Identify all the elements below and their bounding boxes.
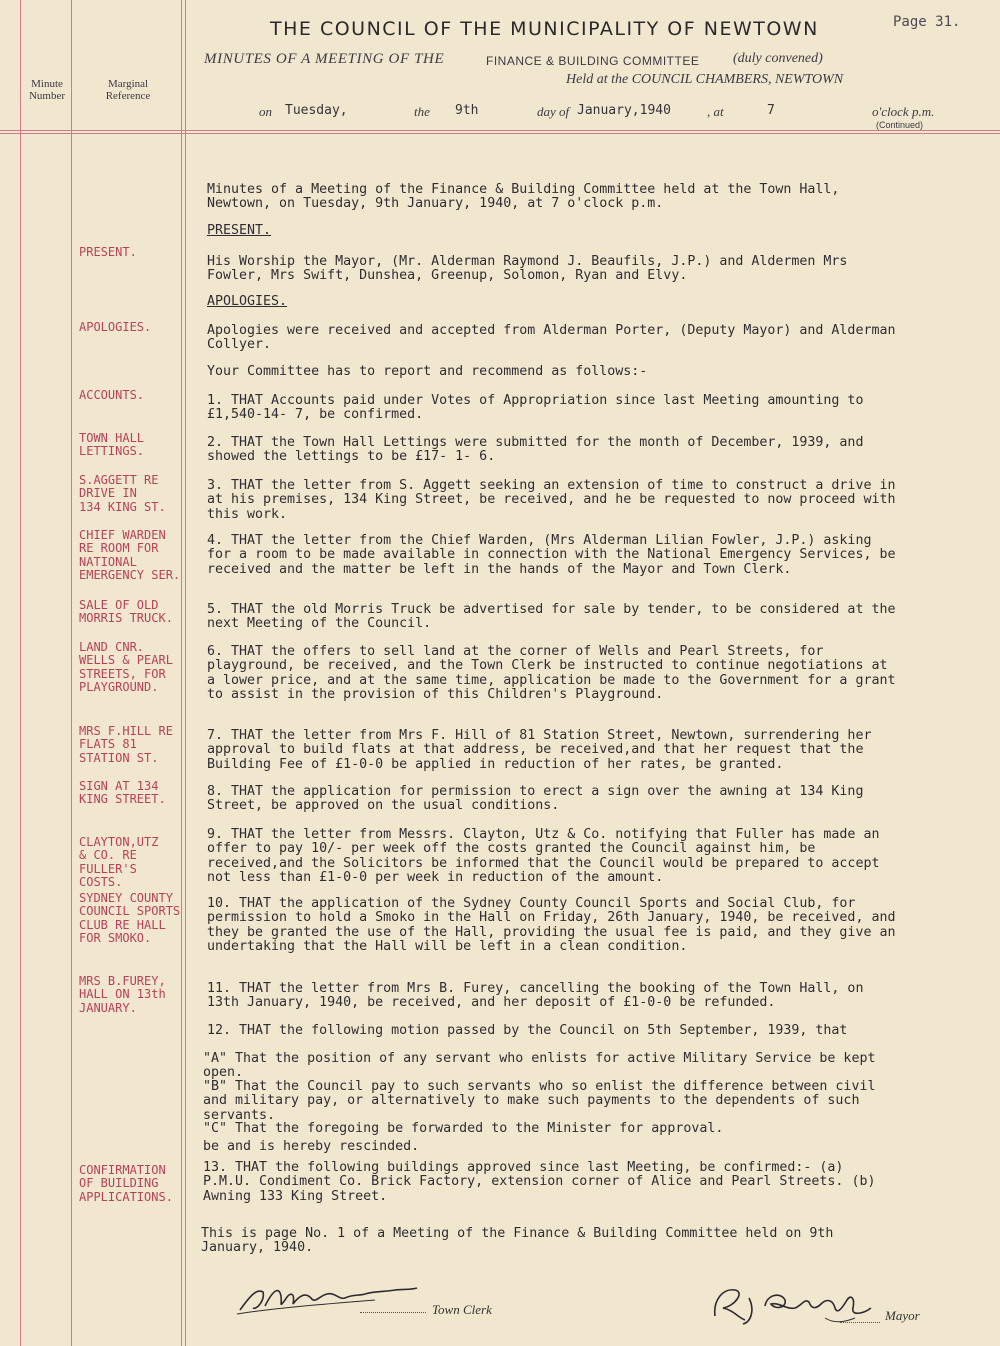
marginal-reference-header: Marginal Reference xyxy=(105,78,151,102)
town-clerk-signature xyxy=(235,1278,435,1323)
item-5: 5. THAT the old Morris Truck be advertised for sale by tender, to be considered at the next Meeting of the Council. xyxy=(207,602,896,632)
item-13: 13. THAT the following buildings approved since last Meeting, be confirmed:- (a) P.M.U. Condiment Co. Brick Factory, extension corner of Alice and Pearl Streets. (b) Awning 133 King Street. xyxy=(203,1160,876,1204)
mayor-label: Mayor xyxy=(885,1308,920,1323)
meeting-weekday: Tuesday, xyxy=(285,103,348,118)
margin-ref-sign-king-street: SIGN AT 134 KING STREET. xyxy=(79,780,166,807)
report-intro: Your Committee has to report and recommend as follows:- xyxy=(207,364,648,379)
minute-number-rule xyxy=(71,0,72,1346)
present-heading: PRESENT. xyxy=(207,223,272,238)
margin-ref-morris-truck: SALE OF OLD MORRIS TRUCK. xyxy=(79,599,173,626)
item-12-b: "B" That the Council pay to such servants who so enlist the difference between civil and military pay, or alternatively to make such payments to the dependents of such servants. xyxy=(203,1079,876,1123)
oclock-label: o'clock p.m. xyxy=(872,104,935,119)
duly-convened-label: (duly convened) xyxy=(733,51,823,66)
left-margin-rule xyxy=(20,0,21,1346)
margin-ref-accounts: ACCOUNTS. xyxy=(79,389,145,402)
margin-ref-sydney-county-council: SYDNEY COUNTY COUNCIL SPORTS CLUB RE HALL FOR SMOKO. xyxy=(79,892,181,945)
item-9: 9. THAT the letter from Messrs. Clayton, Utz & Co. notifying that Fuller has made an offer to pay 10/- per week off the costs granted the Council against him, be received,and the Solicitors be informed that the Council would be prepared to accept not less than £1-0-0 per week in reduction of the amount. xyxy=(207,827,880,885)
on-label: on xyxy=(259,104,272,119)
margin-ref-building-applications: CONFIRMATION OF BUILDING APPLICATIONS. xyxy=(79,1164,173,1204)
item-2: 2. THAT the Town Hall Lettings were submitted for the month of December, 1939, and showed the lettings to be £17- 1- 6. xyxy=(207,435,864,465)
held-at-label: Held at the COUNCIL CHAMBERS, NEWTOWN xyxy=(566,72,844,87)
margin-ref-furey-hall: MRS B.FUREY, HALL ON 13th JANUARY. xyxy=(79,975,166,1015)
item-1: 1. THAT Accounts paid under Votes of Appropriation since last Meeting amounting to £1,540-14- 7, be confirmed. xyxy=(207,393,864,423)
minute-number-header: Minute Number xyxy=(28,78,66,102)
intro-paragraph: Minutes of a Meeting of the Finance & Building Committee held at the Town Hall, Newtown, on Tuesday, 9th January, 1940, at 7 o'clock p.m. xyxy=(207,182,840,212)
item-12-c: "C" That the foregoing be forwarded to the Minister for approval. xyxy=(203,1121,724,1136)
closing-statement: This is page No. 1 of a Meeting of the Finance & Building Committee held on 9th January, 1940. xyxy=(201,1226,834,1256)
meeting-hour: 7 xyxy=(767,103,775,118)
margin-ref-present: PRESENT. xyxy=(79,246,137,259)
mayor-line xyxy=(840,1321,880,1323)
margin-ref-aggett-drive: S.AGGETT RE DRIVE IN 134 KING ST. xyxy=(79,474,166,514)
item-3: 3. THAT the letter from S. Aggett seeking an extension of time to construct a drive in at his premises, 134 King Street, be received, and he be requested to now proceed with this work. xyxy=(207,478,896,522)
item-4: 4. THAT the letter from the Chief Warden, (Mrs Alderman Lilian Fowler, J.P.) asking for a room to be made available in connection with the National Emergency Services, be received and the matter be left in the hands of the Mayor and Town Clerk. xyxy=(207,533,896,577)
page-number: Page 31. xyxy=(893,14,961,30)
margin-ref-chief-warden: CHIEF WARDEN RE ROOM FOR NATIONAL EMERGENCY SER. xyxy=(79,529,181,582)
item-11: 11. THAT the letter from Mrs B. Furey, cancelling the booking of the Town Hall, on 13th January, 1940, be received, and her deposit of £1-0-0 be refunded. xyxy=(207,981,864,1011)
item-10: 10. THAT the application of the Sydney County Council Sports and Social Club, for permission to hold a Smoko in the Hall on Friday, 26th January, 1940, be received, and they be granted the use of the Hall, providing the usual fee is paid, and they give an undertaking that the Hall will be left in a clean condition. xyxy=(207,896,896,954)
margin-ref-hill-flats: MRS F.HILL RE FLATS 81 STATION ST. xyxy=(79,725,173,765)
the-label: the xyxy=(414,104,430,119)
apologies-paragraph: Apologies were received and accepted from Alderman Porter, (Deputy Mayor) and Alderman Collyer. xyxy=(207,323,896,353)
present-paragraph: His Worship the Mayor, (Mr. Alderman Raymond J. Beaufils, J.P.) and Aldermen Mrs Fowler, Mrs Swift, Dunshea, Greenup, Solomon, Ryan and Elvy. xyxy=(207,254,848,284)
item-7: 7. THAT the letter from Mrs F. Hill of 81 Station Street, Newtown, surrendering her approval to build flats at that address, be received,and that her request that the Building Fee of £1-0-0 be applied in reduction of her rates, be granted. xyxy=(207,728,872,772)
continued-label: (Continued) xyxy=(876,120,924,130)
margin-ref-clayton-utz: CLAYTON,UTZ & CO. RE FULLER'S COSTS. xyxy=(79,836,159,889)
header-rule-bottom xyxy=(0,133,1000,134)
header-rule-top xyxy=(0,130,1000,131)
margin-ref-town-hall-lettings: TOWN HALL LETTINGS. xyxy=(79,432,145,459)
margin-ref-apologies: APOLOGIES. xyxy=(79,321,152,334)
day-of-label: day of xyxy=(537,104,570,119)
at-label: , at xyxy=(707,104,724,119)
item-12: 12. THAT the following motion passed by the Council on 5th September, 1939, that xyxy=(207,1023,848,1038)
item-12-a: "A" That the position of any servant who enlists for active Military Service be kept open. xyxy=(203,1051,876,1081)
item-6: 6. THAT the offers to sell land at the corner of Wells and Pearl Streets, for playground, be received, and the Town Clerk be instructed to continue negotiations at a lower price, and at the same time, application be made to the Government for a grant to assist in the provision of this Children's Playground. xyxy=(207,644,896,702)
council-title: THE COUNCIL OF THE MUNICIPALITY OF NEWTOWN xyxy=(270,18,819,40)
meeting-day: 9th xyxy=(455,103,479,118)
town-clerk-line xyxy=(360,1311,426,1313)
minutes-of-label: MINUTES OF A MEETING OF THE xyxy=(204,51,445,67)
item-8: 8. THAT the application for permission to erect a sign over the awning at 134 King Street, be approved on the usual conditions. xyxy=(207,784,864,814)
margin-ref-wells-pearl-land: LAND CNR. WELLS & PEARL STREETS, FOR PLAYGROUND. xyxy=(79,641,173,694)
town-clerk-label: Town Clerk xyxy=(432,1302,492,1317)
apologies-heading: APOLOGIES. xyxy=(207,294,288,309)
item-12-rescinded: be and is hereby rescinded. xyxy=(203,1139,420,1154)
meeting-month-year: January,1940 xyxy=(577,103,671,118)
committee-name: FINANCE & BUILDING COMMITTEE xyxy=(486,54,700,68)
